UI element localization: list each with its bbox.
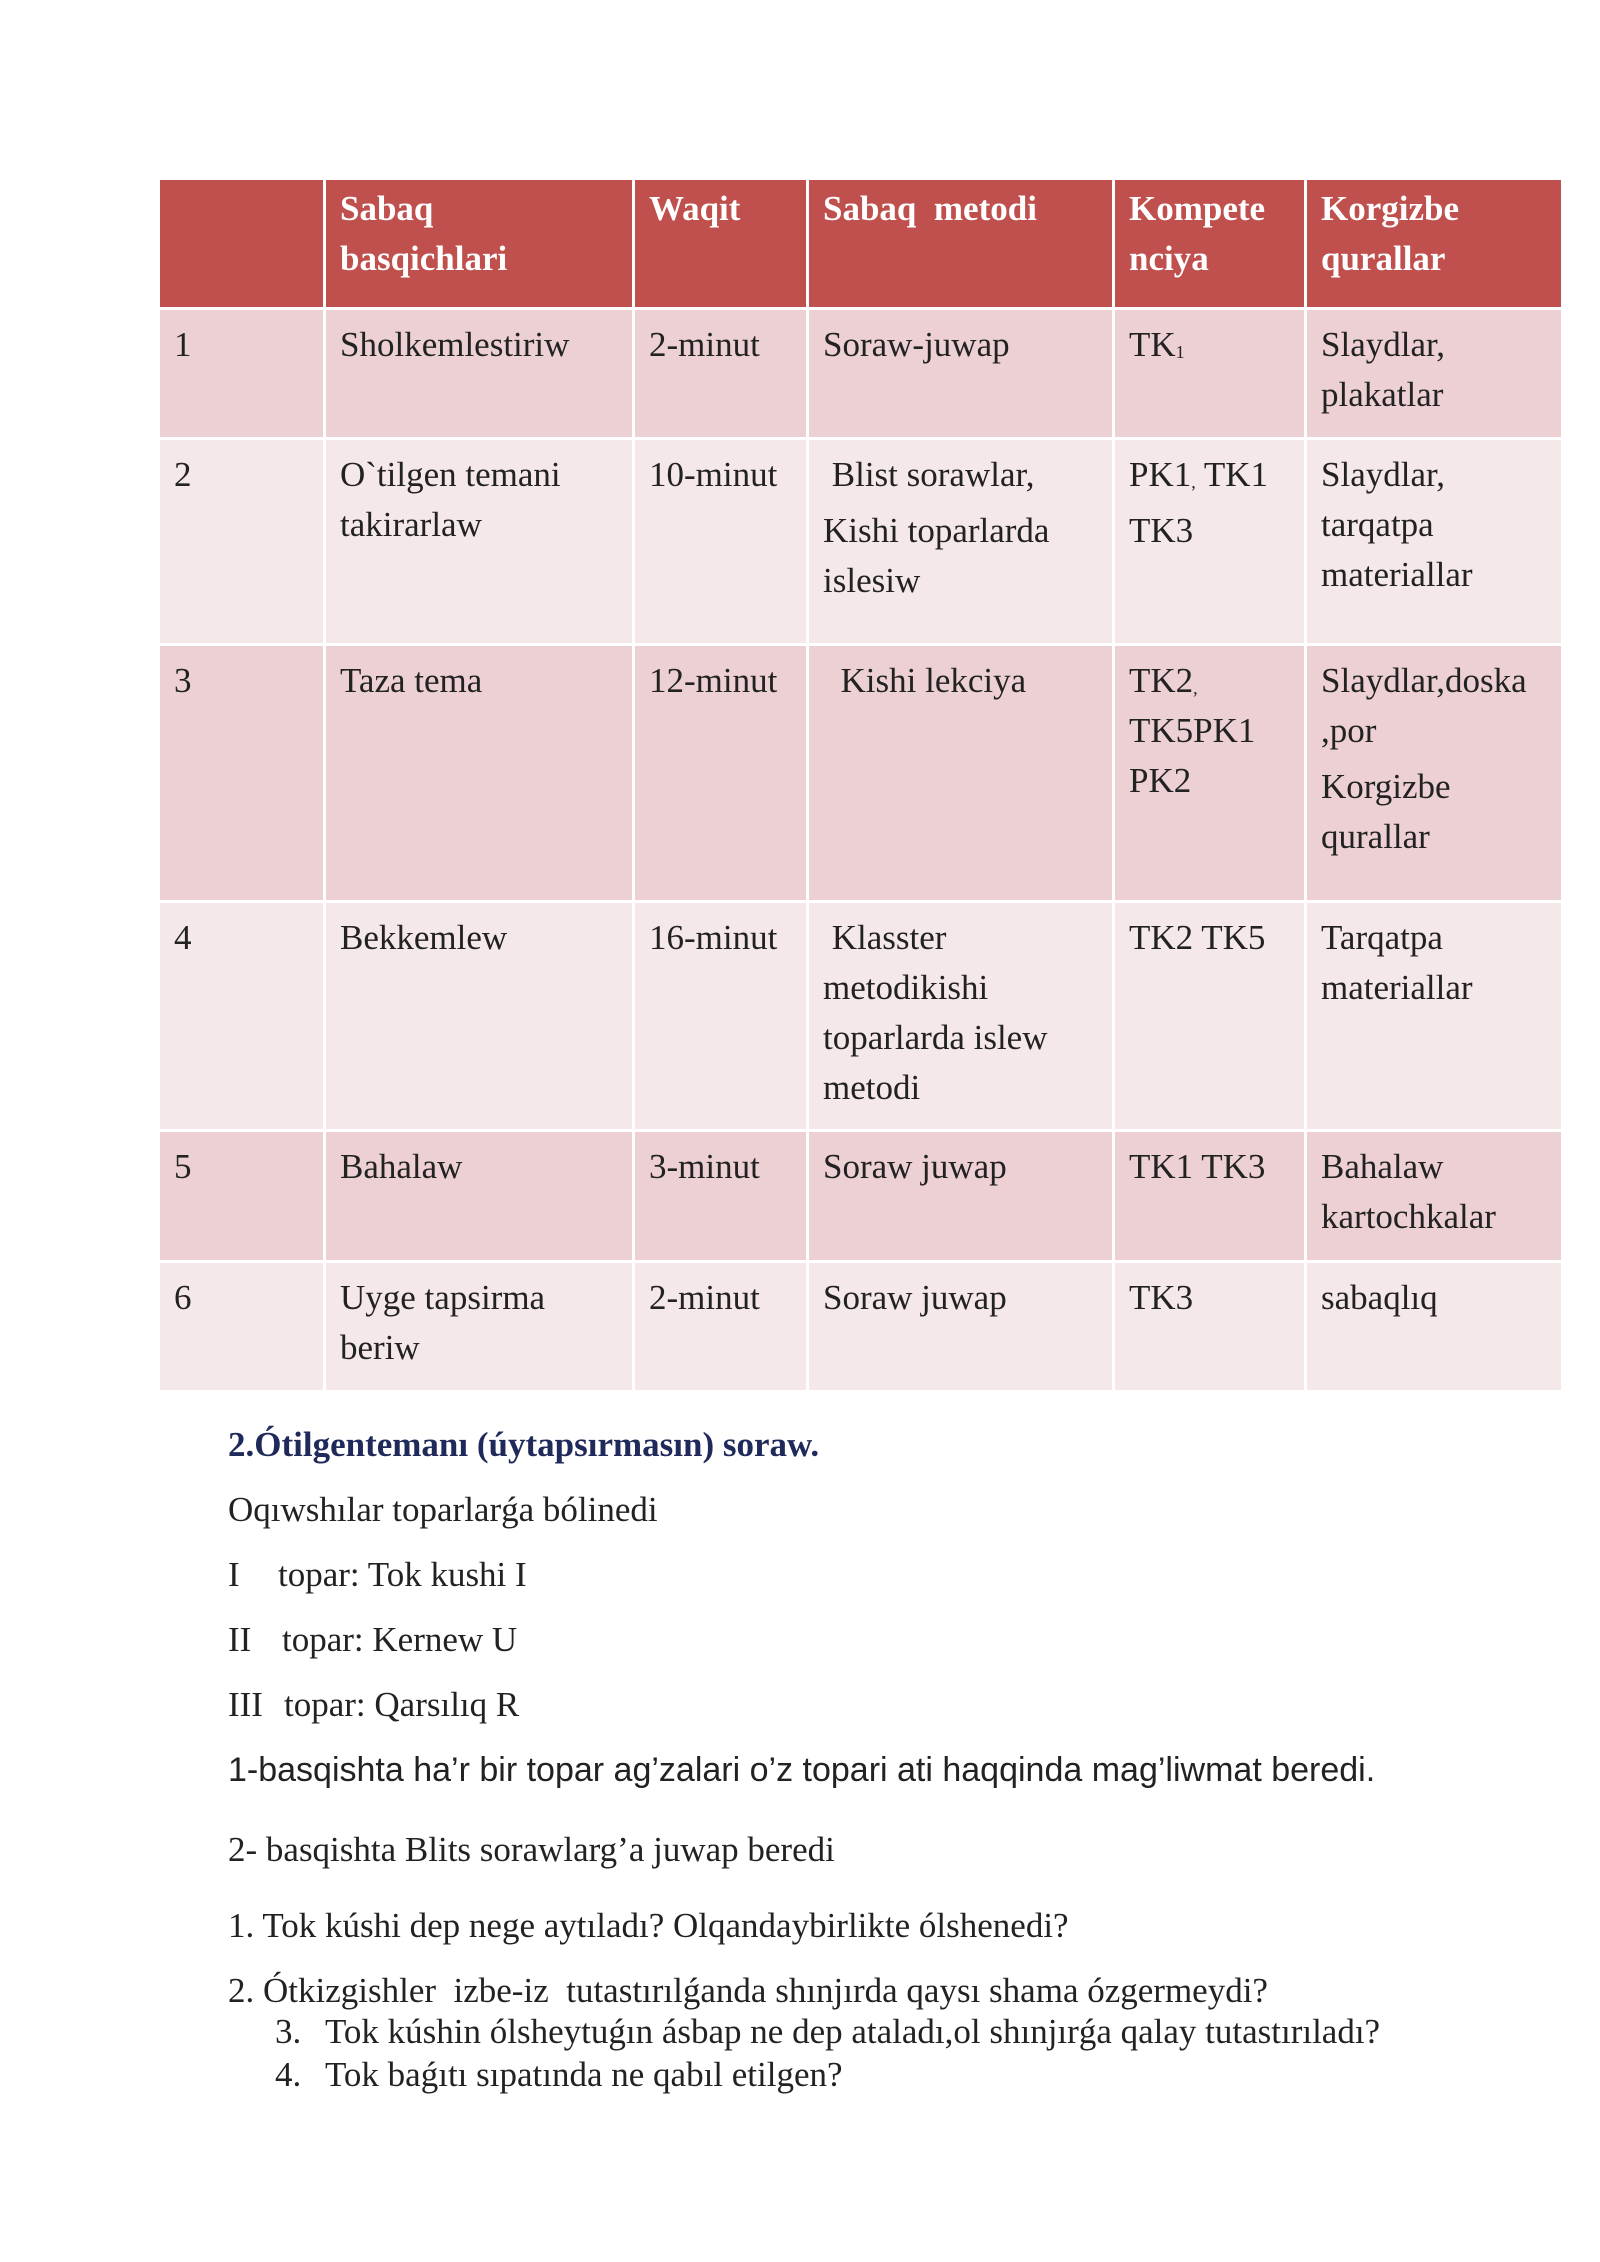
cell-competence: $TK_1$	[1115, 310, 1304, 440]
cell-method: Soraw juwap	[809, 1263, 1112, 1393]
cell-stage: Bahalaw	[326, 1132, 632, 1263]
cell-competence: TK1 TK3	[1115, 1132, 1304, 1263]
cell-tools: sabaqlıq	[1307, 1263, 1561, 1393]
cell-method: Soraw-juwap	[809, 310, 1112, 440]
table-row	[160, 1263, 1561, 1393]
group-item: III topar: Qarsılıq R	[228, 1685, 520, 1724]
cell-time: 3-minut	[635, 1132, 806, 1263]
cell-stage: Uyge tapsirma beriw	[326, 1263, 632, 1393]
header-stage: Sabaq basqichlari	[326, 180, 632, 310]
table-row	[160, 440, 1561, 646]
cell-stage: Taza tema	[326, 646, 632, 903]
cell-time: 16-minut	[635, 903, 806, 1132]
table-header-row	[160, 180, 1561, 310]
cell-number: 1	[160, 310, 323, 440]
cell-stage: Sholkemlestiriw	[326, 310, 632, 440]
table-row	[160, 646, 1561, 903]
header-number	[160, 180, 323, 310]
section-title: 2.Ótilgentemanı (úytapsırmasın) soraw.	[228, 1425, 820, 1464]
step-one-text: 1-basqishta ha’r bir topar ag’zalari o’z topari ati haqqinda mag’liwmat beredi.	[228, 1751, 1376, 1789]
header-method: Sabaq metodi	[809, 180, 1112, 310]
question-4: 4. Tok baǵıtı sıpatında ne qabıl etilgen?	[275, 2055, 843, 2094]
cell-number: 3	[160, 646, 323, 903]
cell-method: Soraw juwap	[809, 1132, 1112, 1263]
cell-tools: Slaydlar,doska ,por Korgizbe qurallar	[1307, 646, 1561, 903]
header-time: Waqit	[635, 180, 806, 310]
cell-tools: Slaydlar, tarqatpa materiallar	[1307, 440, 1561, 646]
cell-competence: TK3	[1115, 1263, 1304, 1393]
table-row	[160, 903, 1561, 1132]
lesson-plan-table	[157, 180, 1564, 1393]
cell-competence: TK2 TK5	[1115, 903, 1304, 1132]
cell-number: 6	[160, 1263, 323, 1393]
header-tools: Korgizbe qurallar	[1307, 180, 1561, 310]
intro-text: Oqıwshılar toparlarǵa bólinedi	[228, 1490, 658, 1529]
header-competence: Kompete nciya	[1115, 180, 1304, 310]
group-item: I topar: Tok kushi I	[228, 1555, 527, 1594]
cell-competence: $TK2_,$ TK5PK1 PK2	[1115, 646, 1304, 903]
cell-method: Klasster metodikishi toparlarda islew metodi	[809, 903, 1112, 1132]
cell-time: 2-minut	[635, 1263, 806, 1393]
table-row	[160, 1132, 1561, 1263]
table-row	[160, 310, 1561, 440]
question-2: 2. Ótkizgishler izbe-iz tutastırılǵanda shınjırda qaysı shama ózgermeydi?	[228, 1971, 1268, 2010]
cell-time: 12-minut	[635, 646, 806, 903]
step-two-text: 2- basqishta Blits sorawlarg’a juwap beredi	[228, 1830, 835, 1869]
question-1: 1. Tok kúshi dep nege aytıladı? Olqandaybirlikte ólshenedi?	[228, 1906, 1069, 1945]
cell-number: 5	[160, 1132, 323, 1263]
cell-competence: $PK1_,$ TK1 TK3	[1115, 440, 1304, 646]
cell-time: 2-minut	[635, 310, 806, 440]
cell-method: Blist sorawlar, Kishi toparlarda islesiw	[809, 440, 1112, 646]
question-3: 3. Tok kúshin ólsheytuǵın ásbap ne dep ataladı,ol shınjırǵa qalay tutastırıladı?	[275, 2012, 1381, 2051]
cell-number: 4	[160, 903, 323, 1132]
cell-stage: O`tilgen temani takirarlaw	[326, 440, 632, 646]
cell-method: Kishi lekciya	[809, 646, 1112, 903]
group-item: II topar: Kernew U	[228, 1620, 518, 1659]
cell-number: 2	[160, 440, 323, 646]
cell-tools: Tarqatpa materiallar	[1307, 903, 1561, 1132]
cell-time: 10-minut	[635, 440, 806, 646]
cell-tools: Slaydlar, plakatlar	[1307, 310, 1561, 440]
cell-tools: Bahalaw kartochkalar	[1307, 1132, 1561, 1263]
cell-stage: Bekkemlew	[326, 903, 632, 1132]
